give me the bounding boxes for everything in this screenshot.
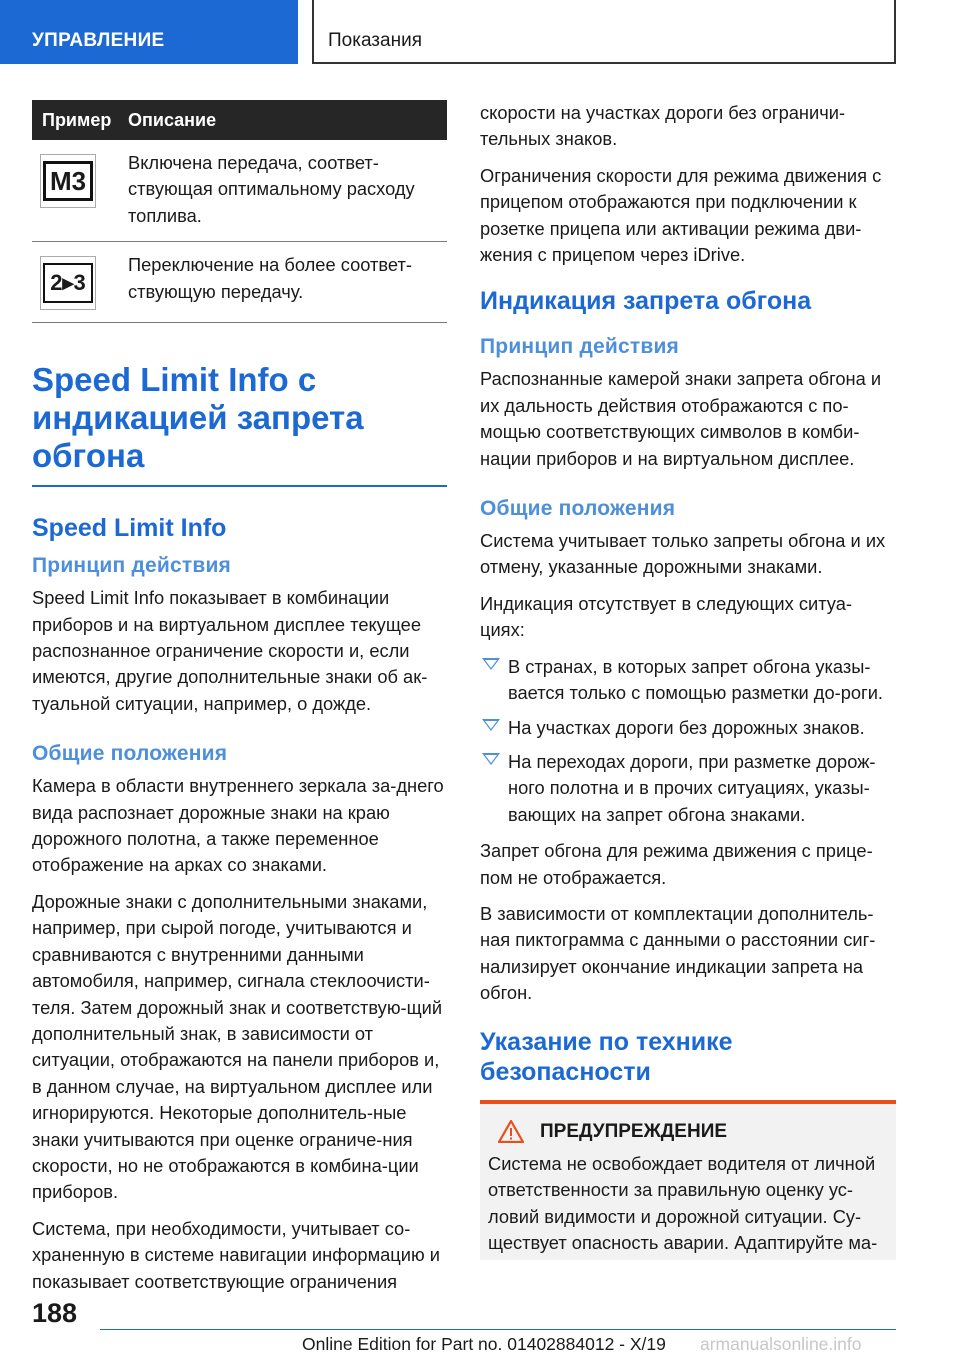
table-header-example: Пример — [42, 109, 112, 130]
paragraph: Камера в области внутреннего зеркала за-днего вида распознает дорожные знаки на краю дорожного полотна, а также переменное отображение на арках со знаками. — [32, 775, 444, 876]
gear-m3-label: M3 — [43, 161, 93, 201]
bullet-triangle-icon — [482, 753, 500, 765]
table-header-description: Описание — [128, 109, 217, 130]
section-tab: УПРАВЛЕНИЕ — [0, 0, 298, 64]
warning-title: ПРЕДУПРЕЖДЕНИЕ — [488, 1120, 888, 1143]
table-row-description: Переключение на более соответ-ствующую передачу. — [128, 254, 412, 302]
list-item: На переходах дороги, при разметке дорож-ного полотна и в прочих ситуациях, указы-вающих на запрет обгона знаками. — [480, 749, 896, 828]
section-heading-safety: Указание по технике безопасности — [480, 1027, 733, 1086]
paragraph: Распознанные камерой знаки запрета обгона и их дальность действия отображаются с по-мощью соответствующих символов в комби-нации приборов и на виртуальном дисплее. — [480, 368, 882, 469]
bullet-triangle-icon — [482, 719, 500, 731]
bullet-list — [480, 654, 896, 828]
footer-divider — [100, 1329, 896, 1330]
paragraph: В зависимости от комплектации дополнитель-ная пиктограмма с данными о расстоянии сиг-нализирует окончание индикации запрета на обгон. — [480, 902, 876, 1004]
list-item: В странах, в которых запрет обгона указы-вается только с помощью разметки до-роги. — [480, 654, 896, 707]
gear-shift-label: 2▸3 — [43, 263, 93, 303]
chapter-heading: Speed Limit Info с индикацией запрета обгона — [32, 361, 447, 487]
gear-table — [32, 100, 447, 323]
subheading-principle: Принцип действия — [32, 554, 232, 578]
table-row-description: Включена передача, соответ-ствующая оптимальному расходу топлива. — [128, 152, 415, 226]
watermark: armanualsonline.info — [700, 1334, 862, 1354]
paragraph: скорости на участках дороги без ограничи-тельных знаков. — [480, 102, 846, 150]
chapter-title: Показания — [312, 0, 896, 64]
paragraph: Индикация отсутствует в следующих ситуа-циях: — [480, 592, 852, 641]
paragraph: Запрет обгона для режима движения с прице-пом не отображается. — [480, 840, 873, 888]
subheading-general: Общие положения — [480, 497, 676, 521]
subheading-general: Общие положения — [32, 742, 228, 766]
table-row — [32, 140, 447, 242]
paragraph: Speed Limit Info показывает в комбинации приборов и на виртуальном дисплее текущее распознанное ограничение скорости и, если имеются, другие дополнительные знаки об ак-туальной ситуации, например, о дожде. — [32, 587, 428, 714]
paragraph: Система учитывает только запреты обгона и их отмену, указанные дорожными знаками. — [480, 530, 886, 578]
table-header — [32, 100, 447, 140]
paragraph: Ограничения скорости для режима движения с прицепом отображаются при подключении к розетке прицепа или активации режима дви-жения с прицепом через iDrive. — [480, 164, 882, 266]
subheading-principle: Принцип действия — [480, 335, 680, 359]
warning-text: Система не освобождает водителя от личной ответственности за правильную оценку ус-ловий видимости и дорожной ситуации. Су-ществует опасность аварии. Адаптируйте ма- — [488, 1153, 878, 1254]
section-heading-speed-limit-info: Speed Limit Info — [32, 514, 227, 543]
right-column — [480, 100, 896, 1097]
left-column — [32, 100, 447, 1305]
paragraph: Дорожные знаки с дополнительными знаками, например, при сырой погоде, учитываются и сравниваются с внутренними данными автомобиля, например, сигнала стеклоочисти-теля. Затем дорожный знак и соответствую-щий дополнительный знак, в зависимости от ситуации, отображаются на панели приборов и, в данном случае, на виртуальном дисплее или игнорируются. Некоторые дополнитель-ные знаки учитываются при оценке ограниче-ния скорости, но не отображаются в комбина-ции приборов. — [32, 890, 443, 1203]
page-number: 188 — [32, 1298, 78, 1328]
list-item: На участках дороги без дорожных знаков. — [480, 715, 896, 741]
bullet-triangle-icon — [482, 658, 500, 670]
gear-shift-icon — [40, 256, 96, 310]
warning-triangle-icon — [498, 1120, 524, 1143]
section-heading-no-overtaking: Индикация запрета обгона — [480, 287, 812, 316]
gear-m3-icon — [40, 154, 96, 208]
warning-box — [480, 1100, 896, 1260]
table-row — [32, 242, 447, 323]
paragraph: Система, при необходимости, учитывает со-храненную в системе навигации информацию и показывает соответствующие ограничения — [32, 1217, 440, 1292]
footer-edition: Online Edition for Part no. 01402884012 - X/19 — [302, 1334, 666, 1354]
